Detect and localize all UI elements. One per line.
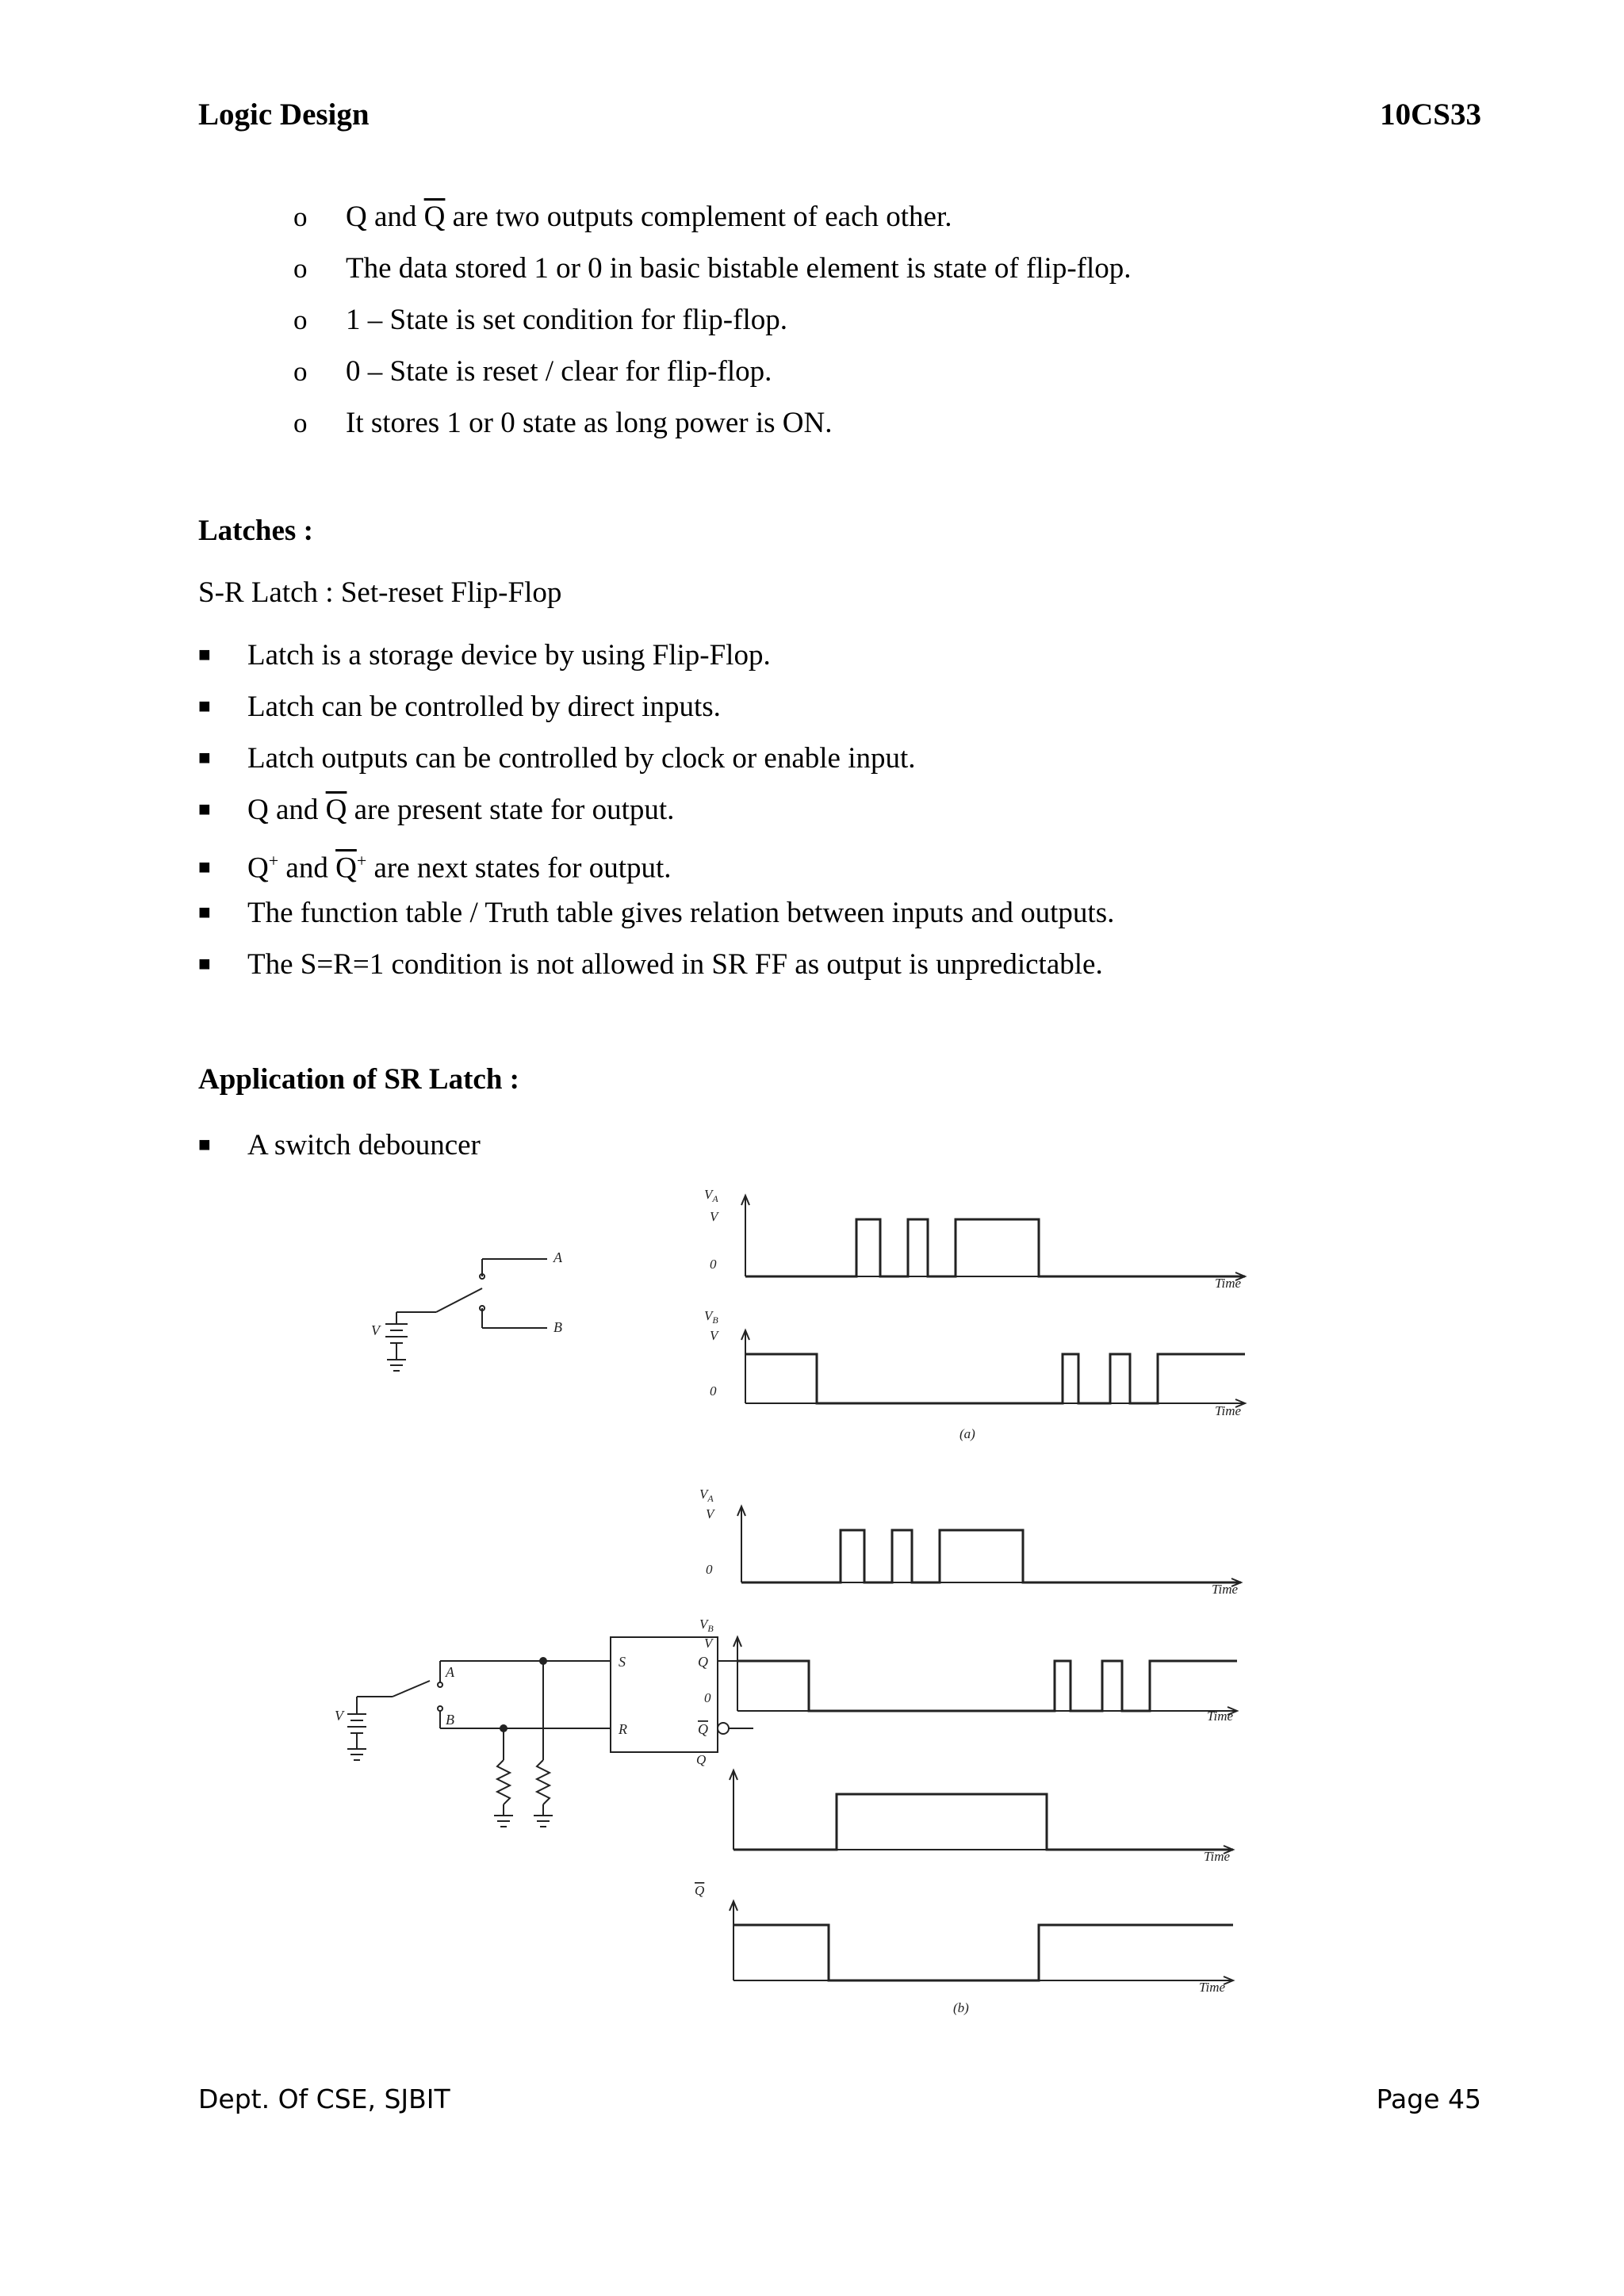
waveform-va-a <box>745 1219 1245 1276</box>
waveform-vb-a <box>745 1354 1245 1403</box>
square-bullet-icon: ■ <box>198 798 211 821</box>
svg-text:V: V <box>706 1506 714 1521</box>
switch-label-a: A <box>446 1664 454 1680</box>
list-item: ■ The function table / Truth table gives relation between inputs and outputs. <box>198 892 1114 943</box>
switch-debouncer-figure <box>230 1181 1277 2022</box>
switch-label-b: B <box>446 1712 454 1728</box>
square-bullet-icon: ■ <box>198 695 211 718</box>
square-bullet-icon: ■ <box>198 952 211 975</box>
list-item: ■ Latch outputs can be controlled by clock or enable input. <box>198 737 1114 789</box>
circle-bullet: o <box>293 408 308 438</box>
switch-circuit-a <box>385 1259 547 1371</box>
axis-label-time: Time <box>1204 1849 1231 1864</box>
list-item: ■ The S=R=1 condition is not allowed in SR FF as output is unpredictable. <box>198 943 1114 995</box>
circle-bullet: o <box>293 253 308 284</box>
q-bar: $\overline{Q}$ <box>423 201 446 233</box>
svg-text:0: 0 <box>706 1562 713 1577</box>
footer-page-number: Page 45 <box>1376 2084 1481 2114</box>
switch-label-a: A <box>553 1249 562 1265</box>
svg-text:V: V <box>704 1636 713 1651</box>
header-title: Logic Design <box>198 98 370 132</box>
axis-label-time: Time <box>1215 1403 1242 1418</box>
waveform-q <box>733 1794 1233 1850</box>
ff-label-qbar: Q <box>698 1721 708 1737</box>
caption-a: (a) <box>959 1426 975 1441</box>
source-label-v: V <box>371 1322 380 1338</box>
waveforms <box>733 1219 1245 1980</box>
ff-label-r: R <box>619 1721 627 1737</box>
waveform-va-b <box>741 1530 1241 1582</box>
axis-label-vb: $V_B$ <box>704 1308 718 1326</box>
sr-debouncer-circuit <box>347 1637 753 1827</box>
axis-label-time: Time <box>1212 1582 1239 1597</box>
switch-label-b: B <box>553 1319 562 1335</box>
intro-list <box>293 197 1132 454</box>
waveform-qbar <box>733 1925 1233 1980</box>
latch-list <box>198 634 1114 995</box>
list-item: ■ Q+ and $\overline{Q}^+$ are next states for output. <box>198 840 1114 892</box>
waveform-axes <box>730 1196 1245 1984</box>
circle-bullet: o <box>293 304 308 335</box>
square-bullet-icon: ■ <box>198 746 211 769</box>
list-item: o It stores 1 or 0 state as long power is ON. <box>293 403 1132 454</box>
list-item: ■ Latch can be controlled by direct inputs. <box>198 686 1114 737</box>
sr-latch-subtitle: S-R Latch : Set-reset Flip-Flop <box>198 576 562 609</box>
ff-label-q: Q <box>698 1654 708 1670</box>
source-label-v: V <box>335 1708 343 1724</box>
axis-label-q: Q <box>696 1752 707 1767</box>
list-item: ■ Latch is a storage device by using Flip-Flop. <box>198 634 1114 686</box>
list-item: ■ Q and $\overline{Q}$ are present state for output. <box>198 789 1114 840</box>
axis-label-va: $V_A$ <box>699 1487 714 1504</box>
svg-text:0: 0 <box>704 1690 711 1705</box>
circle-bullet: o <box>293 201 308 232</box>
svg-text:0: 0 <box>710 1257 717 1272</box>
header-course-code: 10CS33 <box>1380 98 1481 132</box>
ff-label-s: S <box>619 1654 626 1670</box>
list-item: o The data stored 1 or 0 in basic bistable element is state of flip-flop. <box>293 248 1132 300</box>
svg-text:0: 0 <box>710 1383 717 1399</box>
q-bar: $\overline{Q}$ <box>335 851 357 885</box>
list-item: ■ A switch debouncer <box>198 1124 481 1176</box>
waveform-vb-b <box>737 1661 1237 1711</box>
application-list <box>198 1124 481 1176</box>
svg-text:V: V <box>710 1328 718 1343</box>
svg-text:V: V <box>710 1209 718 1224</box>
square-bullet-icon: ■ <box>198 1133 211 1156</box>
list-item: o Q and $\overline{Q}$ are two outputs complement of each other. <box>293 197 1132 248</box>
square-bullet-icon: ■ <box>198 643 211 666</box>
footer-department: Dept. Of CSE, SJBIT <box>198 2084 450 2114</box>
caption-b: (b) <box>953 2000 969 2015</box>
axis-label-va: $V_A$ <box>704 1187 718 1204</box>
axis-label-time: Time <box>1207 1709 1234 1724</box>
application-heading: Application of SR Latch : <box>198 1063 519 1096</box>
circle-bullet: o <box>293 356 308 387</box>
axis-label-time: Time <box>1199 1980 1226 1995</box>
list-item: o 1 – State is set condition for flip-flop. <box>293 300 1132 351</box>
axis-label-vb: $V_B$ <box>699 1617 714 1634</box>
square-bullet-icon: ■ <box>198 855 211 879</box>
q-bar: $\overline{Q}$ <box>325 794 347 826</box>
latches-heading: Latches : <box>198 515 313 547</box>
axis-label-time: Time <box>1215 1276 1242 1291</box>
square-bullet-icon: ■ <box>198 901 211 924</box>
list-item: o 0 – State is reset / clear for flip-flop. <box>293 351 1132 403</box>
axis-label-qbar: Q <box>695 1883 705 1898</box>
